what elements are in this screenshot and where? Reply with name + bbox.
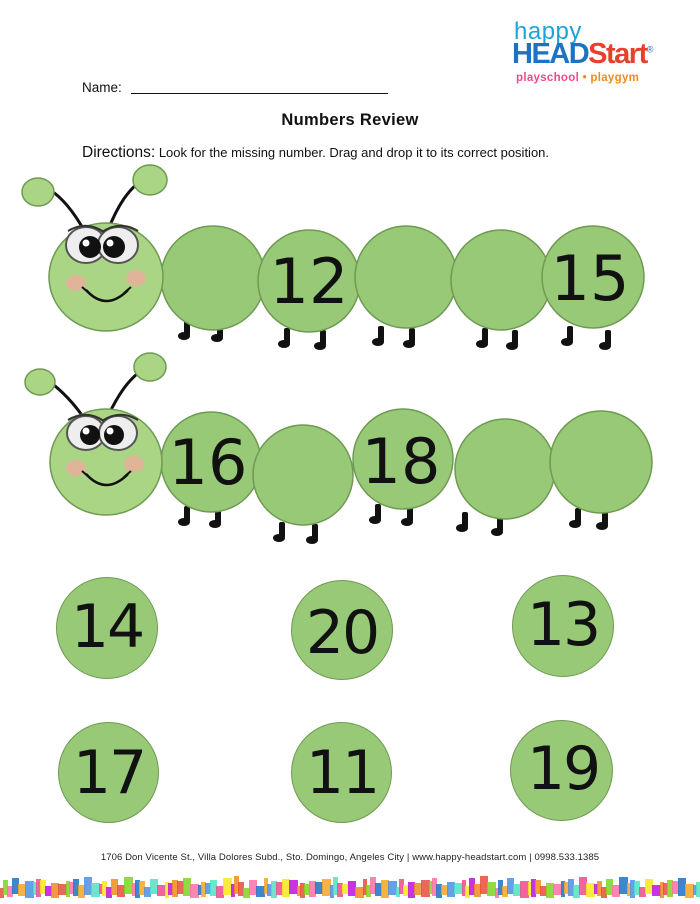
body-segment[interactable]	[550, 411, 652, 513]
strip-block	[183, 878, 191, 896]
strip-block	[84, 877, 92, 895]
strip-block	[381, 880, 389, 898]
strip-block	[685, 884, 694, 898]
caterpillar-1	[22, 165, 644, 350]
answer-tile[interactable]	[56, 577, 158, 679]
strip-block	[190, 884, 199, 898]
strip-block	[124, 877, 133, 894]
strip-block	[223, 878, 232, 895]
body-segment[interactable]	[451, 230, 551, 330]
segment-number: 18	[361, 425, 441, 498]
decorative-color-strip	[0, 868, 700, 898]
logo-headstart: HEADStart®	[512, 38, 652, 70]
strip-block	[117, 885, 125, 897]
strip-block	[652, 885, 661, 896]
strip-block	[441, 885, 448, 895]
strip-block	[210, 880, 217, 896]
antenna-tip	[22, 178, 54, 206]
answer-number: 11	[305, 738, 379, 808]
answer-tile[interactable]	[58, 722, 159, 823]
strip-block	[111, 879, 118, 895]
answer-tile[interactable]	[291, 580, 393, 680]
strip-block	[25, 881, 34, 898]
strip-block	[216, 886, 224, 898]
strip-block	[678, 878, 686, 896]
strip-block	[619, 877, 628, 894]
strip-block	[507, 878, 514, 894]
strip-block	[18, 884, 26, 896]
body-segment[interactable]	[355, 226, 457, 328]
answer-tile[interactable]	[512, 575, 614, 677]
logo-tagline: playschool • playgym	[516, 72, 640, 84]
logo-happy: happy	[514, 18, 582, 45]
answer-number: 19	[526, 734, 600, 804]
strip-block	[388, 881, 397, 895]
strip-block	[150, 879, 158, 894]
strip-block	[289, 880, 298, 894]
strip-block	[309, 881, 316, 897]
strip-block	[375, 883, 382, 896]
strip-block	[144, 887, 151, 897]
strip-block	[243, 888, 250, 898]
strip-block	[487, 882, 496, 896]
strip-block	[639, 887, 646, 897]
segment-number: 15	[550, 242, 630, 315]
strip-block	[348, 881, 356, 896]
strip-block	[645, 879, 653, 894]
strip-block	[414, 883, 422, 895]
strip-block	[586, 883, 595, 897]
leg-pair	[178, 504, 608, 544]
strip-block	[606, 879, 613, 895]
name-label: Name:	[82, 80, 122, 95]
body-segment[interactable]	[455, 419, 555, 519]
strip-block	[480, 876, 488, 894]
strip-block	[573, 885, 580, 898]
strip-block	[322, 879, 331, 896]
strip-block	[58, 884, 67, 895]
strip-block	[447, 882, 455, 897]
body-segment[interactable]	[253, 425, 353, 525]
strip-block	[355, 887, 364, 898]
strip-block	[177, 881, 184, 894]
strip-block	[513, 884, 521, 896]
strip-block	[315, 882, 323, 894]
answer-number: 14	[70, 592, 144, 662]
strip-block	[51, 883, 59, 898]
page-title: Numbers Review	[281, 111, 419, 129]
body-segment[interactable]	[161, 226, 265, 330]
directions-label: Directions:	[82, 144, 156, 161]
strip-block	[342, 884, 349, 894]
strip-block	[256, 886, 265, 897]
strip-block	[579, 877, 587, 895]
segment-number: 12	[269, 245, 349, 318]
caterpillar-2	[25, 353, 652, 544]
segment-number: 16	[168, 426, 248, 499]
antenna-tip	[134, 353, 166, 381]
answer-tile[interactable]	[291, 722, 392, 823]
answer-number: 17	[72, 738, 146, 808]
strip-block	[696, 882, 700, 897]
strip-block	[408, 882, 415, 898]
strip-block	[91, 883, 100, 897]
caterpillar-head	[50, 409, 162, 515]
strip-block	[612, 885, 620, 897]
strip-block	[78, 885, 85, 898]
strip-block	[276, 882, 283, 895]
answer-number: 20	[305, 598, 379, 668]
answer-tile[interactable]	[510, 720, 613, 821]
answer-number: 13	[526, 590, 600, 660]
strip-block	[672, 881, 679, 894]
antenna-tip	[133, 165, 167, 195]
strip-block	[520, 881, 529, 898]
antenna-tip	[25, 369, 55, 395]
footer-address: 1706 Don Vicente St., Villa Dolores Subd., Sto. Domingo, Angeles City | www.happy-headstart.com | 0998.533.1385	[100, 852, 600, 863]
strip-block	[12, 878, 19, 894]
strip-block	[421, 880, 430, 897]
caterpillar-head	[49, 223, 163, 331]
strip-block	[454, 883, 463, 894]
strip-block	[157, 885, 166, 896]
strip-block	[282, 879, 290, 897]
directions-text: Look for the missing number. Drag and drop it to its correct position.	[155, 145, 550, 160]
strip-block	[546, 883, 554, 898]
strip-block	[45, 886, 52, 896]
strip-block	[553, 884, 562, 895]
strip-block	[249, 880, 257, 895]
strip-block	[540, 886, 547, 896]
strip-block	[474, 884, 481, 897]
